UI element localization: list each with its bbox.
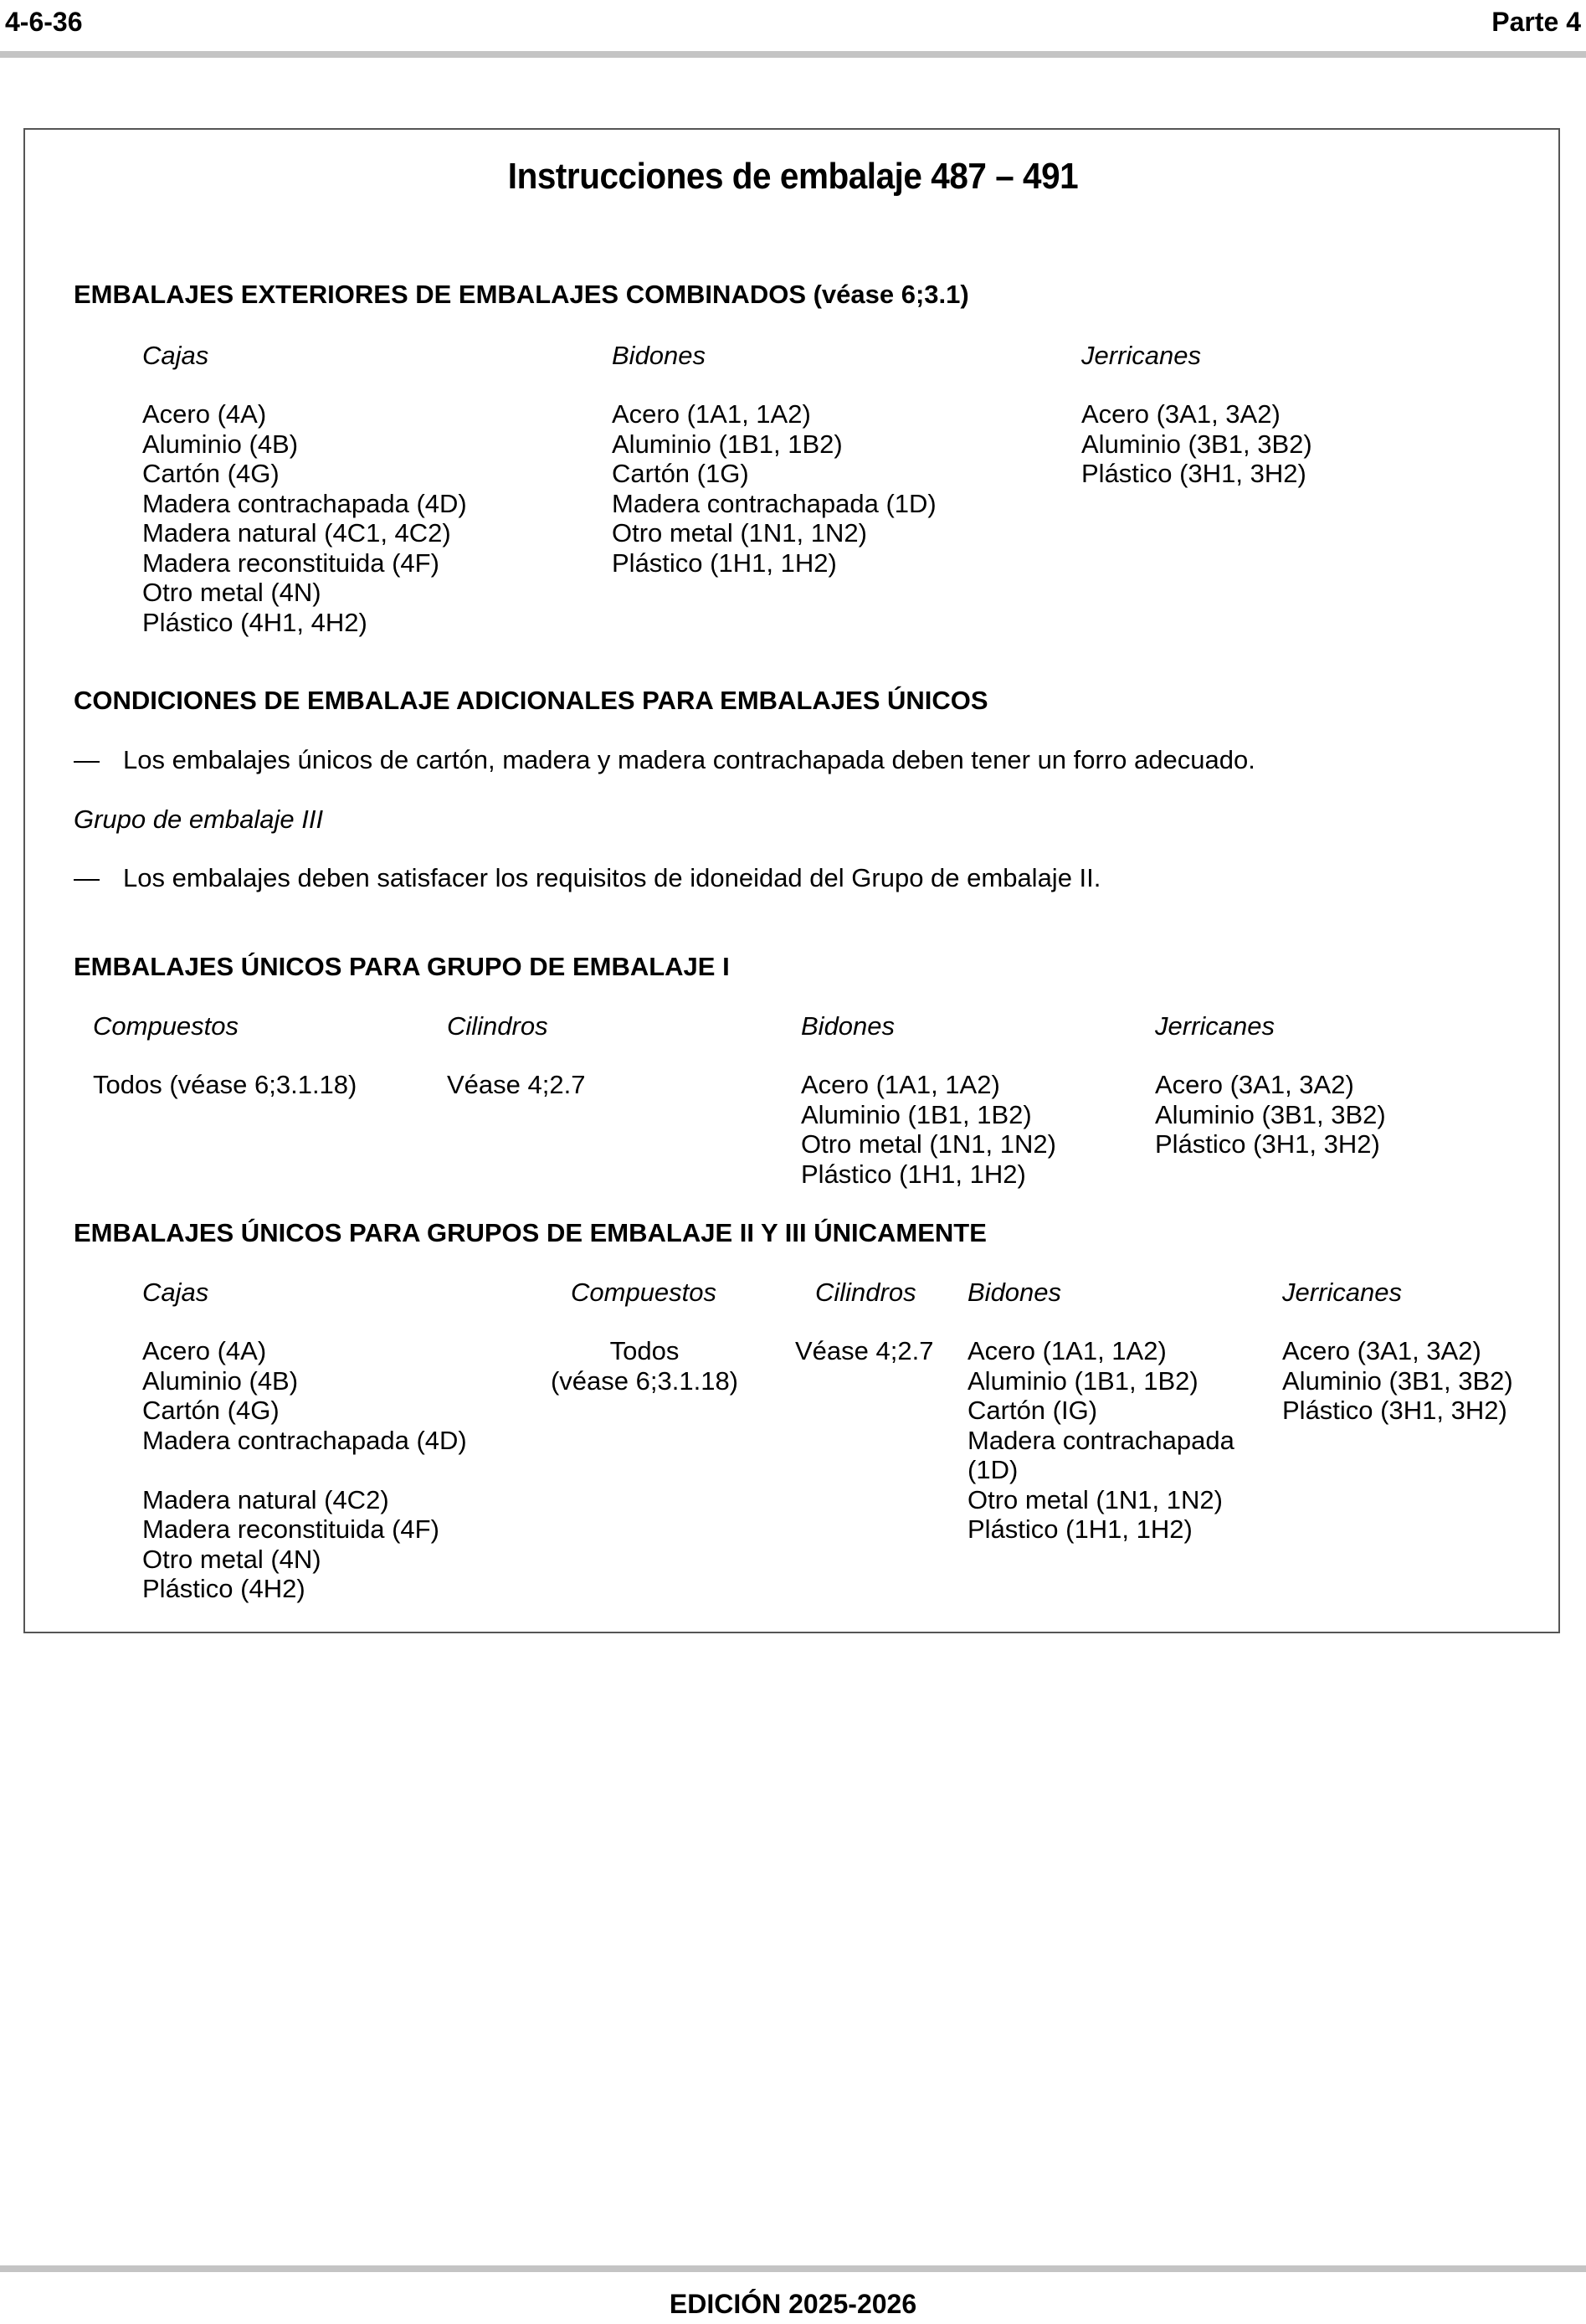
list-item: Cartón (4G) (142, 459, 280, 488)
list-item: Plástico (3H1, 3H2) (1155, 1129, 1380, 1159)
list-item: Acero (1A1, 1A2) (801, 1070, 1000, 1099)
list-item: Acero (3A1, 3A2) (1155, 1070, 1354, 1099)
packaging-list (1081, 399, 1312, 489)
list-item: Madera contrachapada (4D) (142, 1425, 467, 1455)
list-item: Acero (1A1, 1A2) (968, 1336, 1167, 1365)
column-header: Compuestos (93, 1011, 239, 1041)
list-item: Plástico (1H1, 1H2) (801, 1159, 1026, 1189)
section-heading: EMBALAJES EXTERIORES DE EMBALAJES COMBINADOS (véase 6;3.1) (74, 280, 969, 309)
list-item: Otro metal (4N) (142, 578, 321, 607)
list-item: Todos (609, 1336, 680, 1365)
list-item: Madera natural (4C1, 4C2) (142, 518, 451, 548)
list-item: Acero (3A1, 3A2) (1081, 399, 1281, 429)
list-item: Plástico (3H1, 3H2) (1081, 459, 1306, 488)
section-heading: EMBALAJES ÚNICOS PARA GRUPOS DE EMBALAJE II Y III ÚNICAMENTE (74, 1218, 987, 1247)
packaging-list (801, 1070, 1056, 1189)
list-item: Otro metal (4N) (142, 1544, 321, 1574)
subheading: Grupo de embalaje III (74, 805, 324, 834)
list-item: (véase 6;3.1.18) (550, 1365, 739, 1396)
condition-text: Los embalajes únicos de cartón, madera y madera contrachapada deben tener un forro adecuado. (123, 745, 1255, 774)
list-item: Cartón (4G) (142, 1396, 280, 1425)
list-item: Acero (3A1, 3A2) (1282, 1336, 1481, 1365)
packaging-list (447, 1070, 585, 1100)
list-item: Aluminio (1B1, 1B2) (612, 429, 843, 459)
list-item: Madera natural (4C2) (142, 1484, 389, 1514)
list-item: Otro metal (1N1, 1N2) (801, 1129, 1056, 1159)
packaging-list (142, 1336, 467, 1604)
column-header: Jerricanes (1282, 1278, 1402, 1307)
column-header: Bidones (968, 1278, 1062, 1307)
packaging-list (1282, 1336, 1513, 1426)
column-header: Cajas (142, 341, 209, 370)
section-heading: CONDICIONES DE EMBALAJE ADICIONALES PARA EMBALAJES ÚNICOS (74, 686, 988, 715)
edition-footer: EDICIÓN 2025-2026 (669, 2289, 917, 2319)
page-header-left: 4-6-36 (5, 7, 83, 37)
list-item: Aluminio (3B1, 3B2) (1155, 1099, 1386, 1129)
list-item: Madera contrachapada (968, 1425, 1234, 1455)
list-item: Acero (1A1, 1A2) (612, 399, 811, 429)
list-item: Cartón (1G) (612, 459, 749, 488)
dash: — (74, 863, 100, 892)
list-item: Otro metal (1N1, 1N2) (612, 518, 867, 548)
list-item: Aluminio (3B1, 3B2) (1282, 1365, 1513, 1396)
column-header: Cilindros (447, 1011, 548, 1041)
footer-rule (0, 2265, 1586, 2272)
list-item: Plástico (1H1, 1H2) (968, 1514, 1193, 1544)
list-item: Otro metal (1N1, 1N2) (968, 1484, 1223, 1514)
packaging-list (968, 1336, 1234, 1545)
list-item: (1D) (968, 1455, 1019, 1484)
list-item: Aluminio (1B1, 1B2) (801, 1099, 1032, 1129)
list-item: Véase 4;2.7 (447, 1070, 586, 1099)
column-header: Bidones (612, 341, 706, 370)
list-item: Acero (4A) (142, 1336, 267, 1365)
document-title: Instrucciones de embalaje 487 – 491 (507, 156, 1079, 197)
list-item: Acero (4A) (142, 399, 267, 429)
list-item: Plástico (4H1, 4H2) (142, 607, 367, 637)
packaging-list (795, 1336, 933, 1366)
list-item: Madera reconstituida (4F) (142, 1514, 439, 1544)
list-item (142, 1455, 467, 1485)
list-item: Madera reconstituida (4F) (142, 548, 439, 578)
list-item: Aluminio (4B) (142, 429, 299, 459)
list-item: Aluminio (4B) (142, 1365, 299, 1396)
list-item: Plástico (3H1, 3H2) (1282, 1396, 1507, 1425)
list-item: Cartón (IG) (968, 1396, 1098, 1425)
list-item: Aluminio (3B1, 3B2) (1081, 429, 1312, 459)
packaging-list (142, 399, 467, 637)
page-header-right: Parte 4 (1491, 7, 1581, 37)
header-rule (0, 51, 1586, 58)
column-header: Cilindros (815, 1278, 916, 1307)
list-item: Madera contrachapada (1D) (612, 488, 937, 518)
list-item: Plástico (4H2) (142, 1574, 305, 1603)
section-heading: EMBALAJES ÚNICOS PARA GRUPO DE EMBALAJE I (74, 952, 730, 981)
column-header: Jerricanes (1155, 1011, 1275, 1041)
list-item: Todos (véase 6;3.1.18) (93, 1070, 357, 1099)
list-item: Véase 4;2.7 (795, 1336, 934, 1365)
list-item: Aluminio (1B1, 1B2) (968, 1365, 1198, 1396)
column-header: Compuestos (571, 1278, 717, 1307)
column-header: Cajas (142, 1278, 209, 1307)
list-item: Madera contrachapada (4D) (142, 488, 467, 518)
packaging-list (612, 399, 937, 578)
dash: — (74, 745, 100, 774)
list-item: Plástico (1H1, 1H2) (612, 548, 837, 578)
packaging-list (1155, 1070, 1386, 1159)
packaging-list (93, 1070, 357, 1100)
packaging-list (548, 1336, 741, 1396)
column-header: Jerricanes (1081, 341, 1201, 370)
condition-text: Los embalajes deben satisfacer los requisitos de idoneidad del Grupo de embalaje II. (123, 863, 1101, 892)
column-header: Bidones (801, 1011, 896, 1041)
